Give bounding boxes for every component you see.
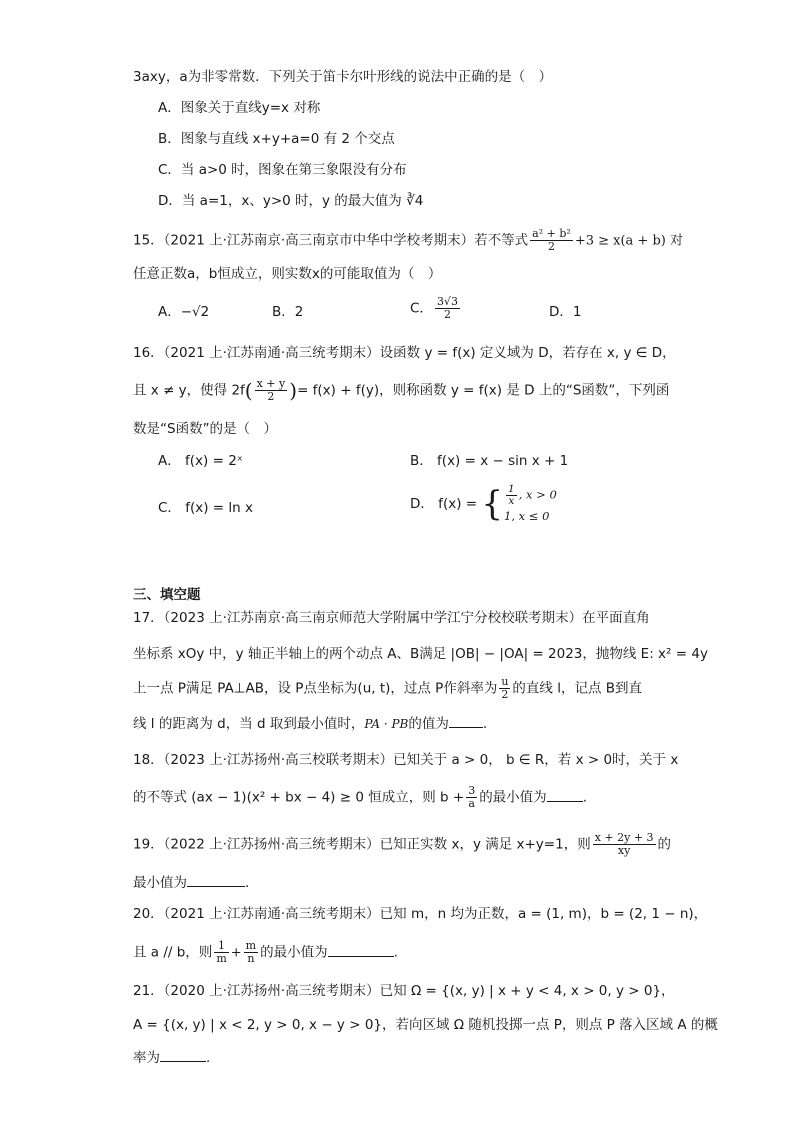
answer-blank[interactable]: [160, 1047, 206, 1062]
answer-blank[interactable]: [187, 872, 245, 887]
q16-option-b: B． f(x) = x − sin x + 1: [410, 453, 569, 469]
q15-option-a: A．−√2: [158, 304, 210, 320]
q16-option-d: D． f(x) = { $\frac{1}{x}$ , x > 0 1, x ≤ 0: [410, 483, 557, 524]
q15-fraction: $\frac{\text{a² + b²}}{2}$: [532, 227, 571, 253]
q16-stem-line3: 数是“S函数”的是（ ）: [133, 421, 278, 437]
q15-option-d: D．1: [549, 304, 582, 320]
q17-stem-line1: 17．（2023 上·江苏南京·高三南京师范大学附属中学江宁分校校联考期末）在平面直角: [133, 610, 650, 626]
q15-stem-line1: 15．（2021 上·江苏南京·高三南京市中华中学校考期末）若不等式 $\frac{\text{a² + b²}}{2}$ +3 ≥ x(a + b) 对: [133, 227, 683, 253]
q16-option-a: A． f(x) = 2ˣ: [158, 453, 243, 469]
q14-option-b: B．图象与直线 x+y+a=0 有 2 个交点: [158, 131, 395, 147]
q15-option-b: B．2: [272, 304, 304, 320]
answer-blank[interactable]: [547, 787, 583, 802]
q16-stem-line2: 且 x ≠ y，使得 2f( $\frac{x + y}{2}$ )= f(x) + f(y)，则称函数 y = f(x) 是 D 上的“S函数”，下列函: [133, 377, 670, 403]
q21-stem-line3: 率为 .: [133, 1047, 210, 1067]
q20-stem-line2: 且 a // b，则 $\frac{1}{m}$ + $\frac{m}{n}$ 的最小值为 .: [133, 939, 398, 965]
q16-stem-line1: 16．（2021 上·江苏南通·高三统考期末）设函数 y = f(x) 定义域为 D，若存在 x, y ∈ D，: [133, 345, 676, 361]
answer-blank[interactable]: [328, 942, 394, 957]
q21-stem-line1: 21．（2020 上·江苏扬州·高三统考期末）已知 Ω = {(x, y) | x + y < 4, x > 0, y > 0}，: [133, 983, 675, 999]
q20-stem-line1: 20．（2021 上·江苏南通·高三统考期末）已知 m，n 均为正数，a = (1, m)，b = (2, 1 − n)，: [133, 906, 708, 922]
q17-stem-line3: 上一点 P满足 PA⊥AB，设 P点坐标为(u, t)，过点 P作斜率为 $\frac{u}{2}$ 的直线 l，记点 B到直: [133, 675, 643, 701]
q17-stem-line2: 坐标系 xOy 中，y 轴正半轴上的两个动点 A、B满足 |OB| − |OA| = 2023，抛物线 E: x² = 4y: [133, 646, 708, 662]
q14-option-a: A．图象关于直线y=x 对称: [158, 100, 321, 116]
section-heading: 三、填空题: [133, 587, 201, 603]
q17-stem-line4: 线 l 的距离为 d，当 d 取到最小值时，PA · PB的值为 .: [133, 713, 487, 733]
q14-option-c: C．当 a>0 时，图象在第三象限没有分布: [158, 162, 407, 178]
q14-option-d: D．当 a=1，x、y>0 时，y 的最大值为 ∛4: [158, 193, 424, 209]
q16-option-c: C． f(x) = ln x: [158, 500, 253, 516]
q18-stem-line1: 18．（2023 上·江苏扬州·高三校联考期末）已知关于 a > 0， b ∈ R，若 x > 0时，关于 x: [133, 752, 679, 768]
q18-stem-line2: 的不等式 (ax − 1)(x² + bx − 4) ≥ 0 恒成立，则 b + $\frac{3}{a}$ 的最小值为 .: [133, 784, 587, 810]
q15-text: 15．（2021 上·江苏南京·高三南京市中华中学校考期末）若不等式: [133, 232, 529, 249]
answer-blank[interactable]: [449, 713, 483, 728]
q14-stem: 3axy，a为非零常数．下列关于笛卡尔叶形线的说法中正确的是（ ）: [133, 69, 553, 85]
piecewise-brace: {: [481, 484, 504, 524]
q21-stem-line2: A = {(x, y) | x < 2, y > 0, x − y > 0}，若向区域 Ω 随机投掷一点 P，则点 P 落入区域 A 的概: [133, 1017, 718, 1033]
piecewise-cases: $\frac{1}{x}$ , x > 0 1, x ≤ 0: [504, 483, 557, 523]
q19-stem-line2: 最小值为 .: [133, 872, 249, 892]
q19-stem-line1: 19．（2022 上·江苏扬州·高三统考期末）已知正实数 x，y 满足 x+y=1，则 $\frac{x + 2y + 3}{xy}$ 的: [133, 831, 672, 857]
q15-stem-line2: 任意正数a，b恒成立，则实数x的可能取值为（ ）: [133, 266, 442, 282]
q15-option-c: C． $\frac{3√3}{2}$: [410, 295, 458, 321]
vector-dot-product: PA · PB: [364, 717, 409, 731]
